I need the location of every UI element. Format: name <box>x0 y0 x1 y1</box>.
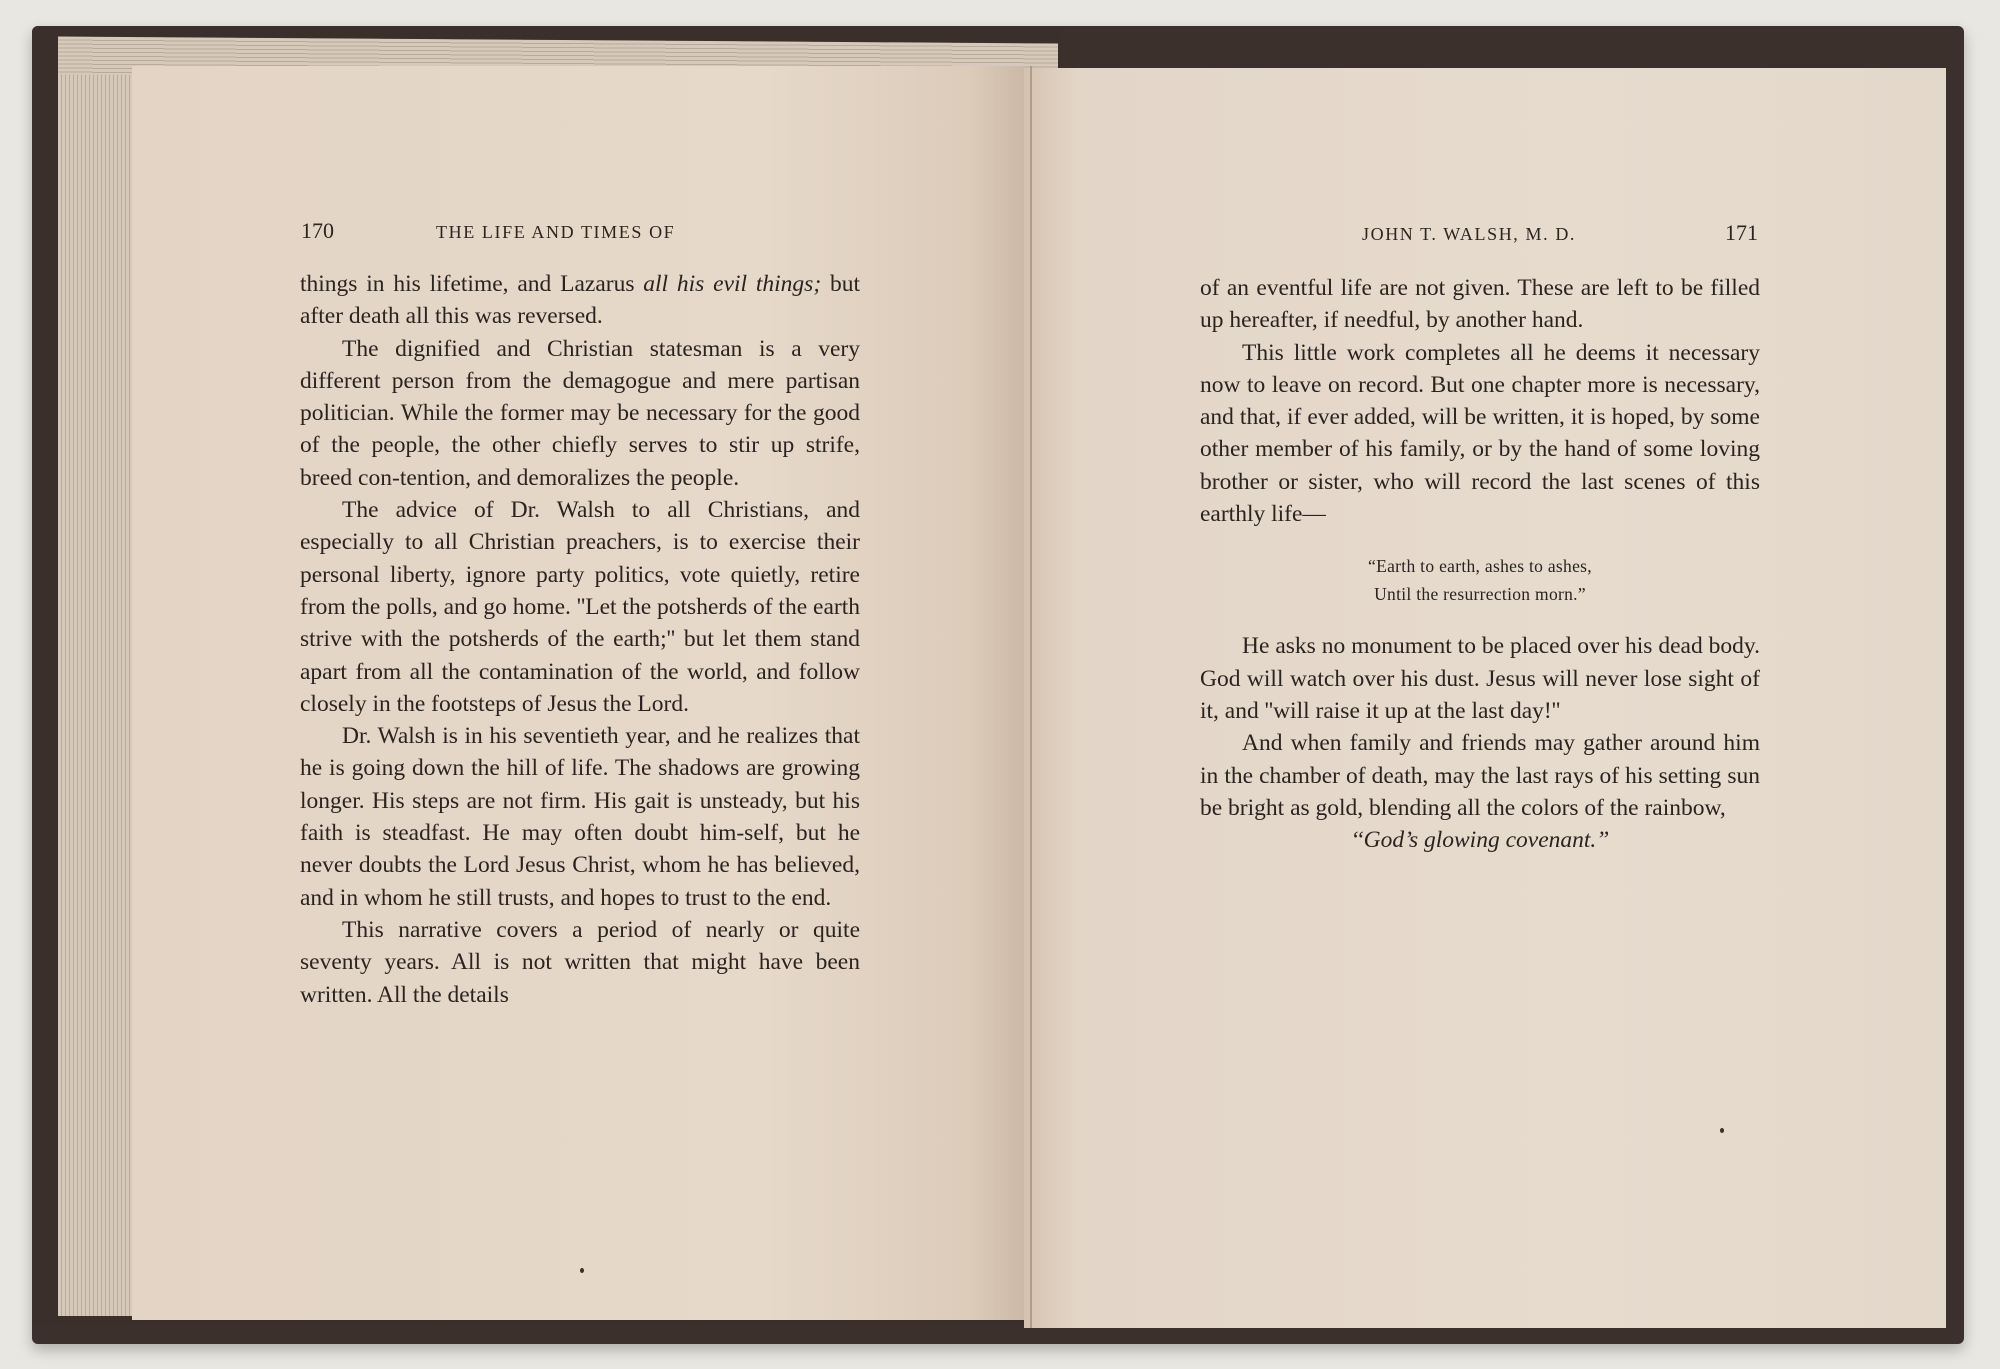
right-running-head: JOHN T. WALSH, M. D. <box>1362 224 1577 244</box>
poem-quote <box>1200 552 1760 608</box>
text-run: but after death all this was reversed. <box>300 271 860 330</box>
text-run: things in his lifetime, and Lazarus <box>300 271 644 297</box>
text-run: of an eventful life are not given. These are left to be filled up hereafter, if needful, by another hand. <box>1200 275 1760 334</box>
left-running-head: THE LIFE AND TIMES OF <box>436 222 676 242</box>
text-run: He asks no monument to be placed over his dead body. God will watch over his dust. Jesus will never lose sight of it, and ''will raise it up at the last day!'' <box>1200 633 1760 724</box>
paragraph <box>1200 727 1760 824</box>
paragraph <box>1200 630 1760 727</box>
right-page-text <box>1200 272 1760 856</box>
text-run: This narrative covers a period of nearly or quite seventy years. All is not written that might have been written. All the details <box>300 916 860 1008</box>
paragraph <box>1200 272 1760 337</box>
poem-line-1: “Earth to earth, ashes to ashes, <box>1368 556 1592 577</box>
paragraph <box>300 333 860 494</box>
text-run: The dignified and Christian statesman is a very different person from the demagogue and mere partisan politician. While the former may be necessary for the good of the people, the other chiefly serves to stir up strife, breed con-tention, and demoralizes the people. <box>300 335 860 491</box>
paragraph <box>300 494 860 720</box>
paragraph <box>300 914 860 1011</box>
left-page-number: 170 <box>301 218 334 243</box>
poem-line-2: Until the resurrection morn.” <box>1374 584 1586 605</box>
closing-quote: ‘‘God’s glowing covenant.” <box>1350 827 1610 854</box>
right-page-number: 171 <box>1725 220 1758 245</box>
text-run: The advice of Dr. Walsh to all Christians, and especially to all Christian preachers, is to exercise their personal liberty, ignore party politics, vote quietly, retire from the polls, and go home. ''Let the potsherds of the earth strive with the potsherds of the earth;'' but let them stand apart from all the contamination of the world, and follow closely in the footsteps of Jesus the Lord. <box>300 497 860 717</box>
text-run: This little work completes all he deems it necessary now to leave on record. But one chapter more is necessary, and that, if ever added, will be written, it is hoped, by some other member of his family, or by the hand of some loving brother or sister, who will record the last scenes of this earthly life— <box>1200 339 1760 528</box>
italic-text: all his evil things; <box>643 271 822 297</box>
paragraph <box>300 720 860 914</box>
paragraph <box>300 268 860 333</box>
page-speck <box>1720 1128 1724 1133</box>
left-page-text <box>300 268 860 1011</box>
paragraph <box>1200 337 1760 531</box>
book-gutter <box>1030 66 1032 1328</box>
text-run: And when family and friends may gather around him in the chamber of death, may the last rays of his setting sun be bright as gold, blending all the colors of the rainbow, <box>1200 730 1760 821</box>
page-speck <box>580 1268 584 1273</box>
text-run: Dr. Walsh is in his seventieth year, and he realizes that he is going down the hill of life. The shadows are growing longer. His steps are not firm. His gait is unsteady, but his faith is steadfast. He may often doubt him-self, but he never doubts the Lord Jesus Christ, whom he has believed, and in whom he still trusts, and hopes to trust to the end. <box>300 723 860 911</box>
